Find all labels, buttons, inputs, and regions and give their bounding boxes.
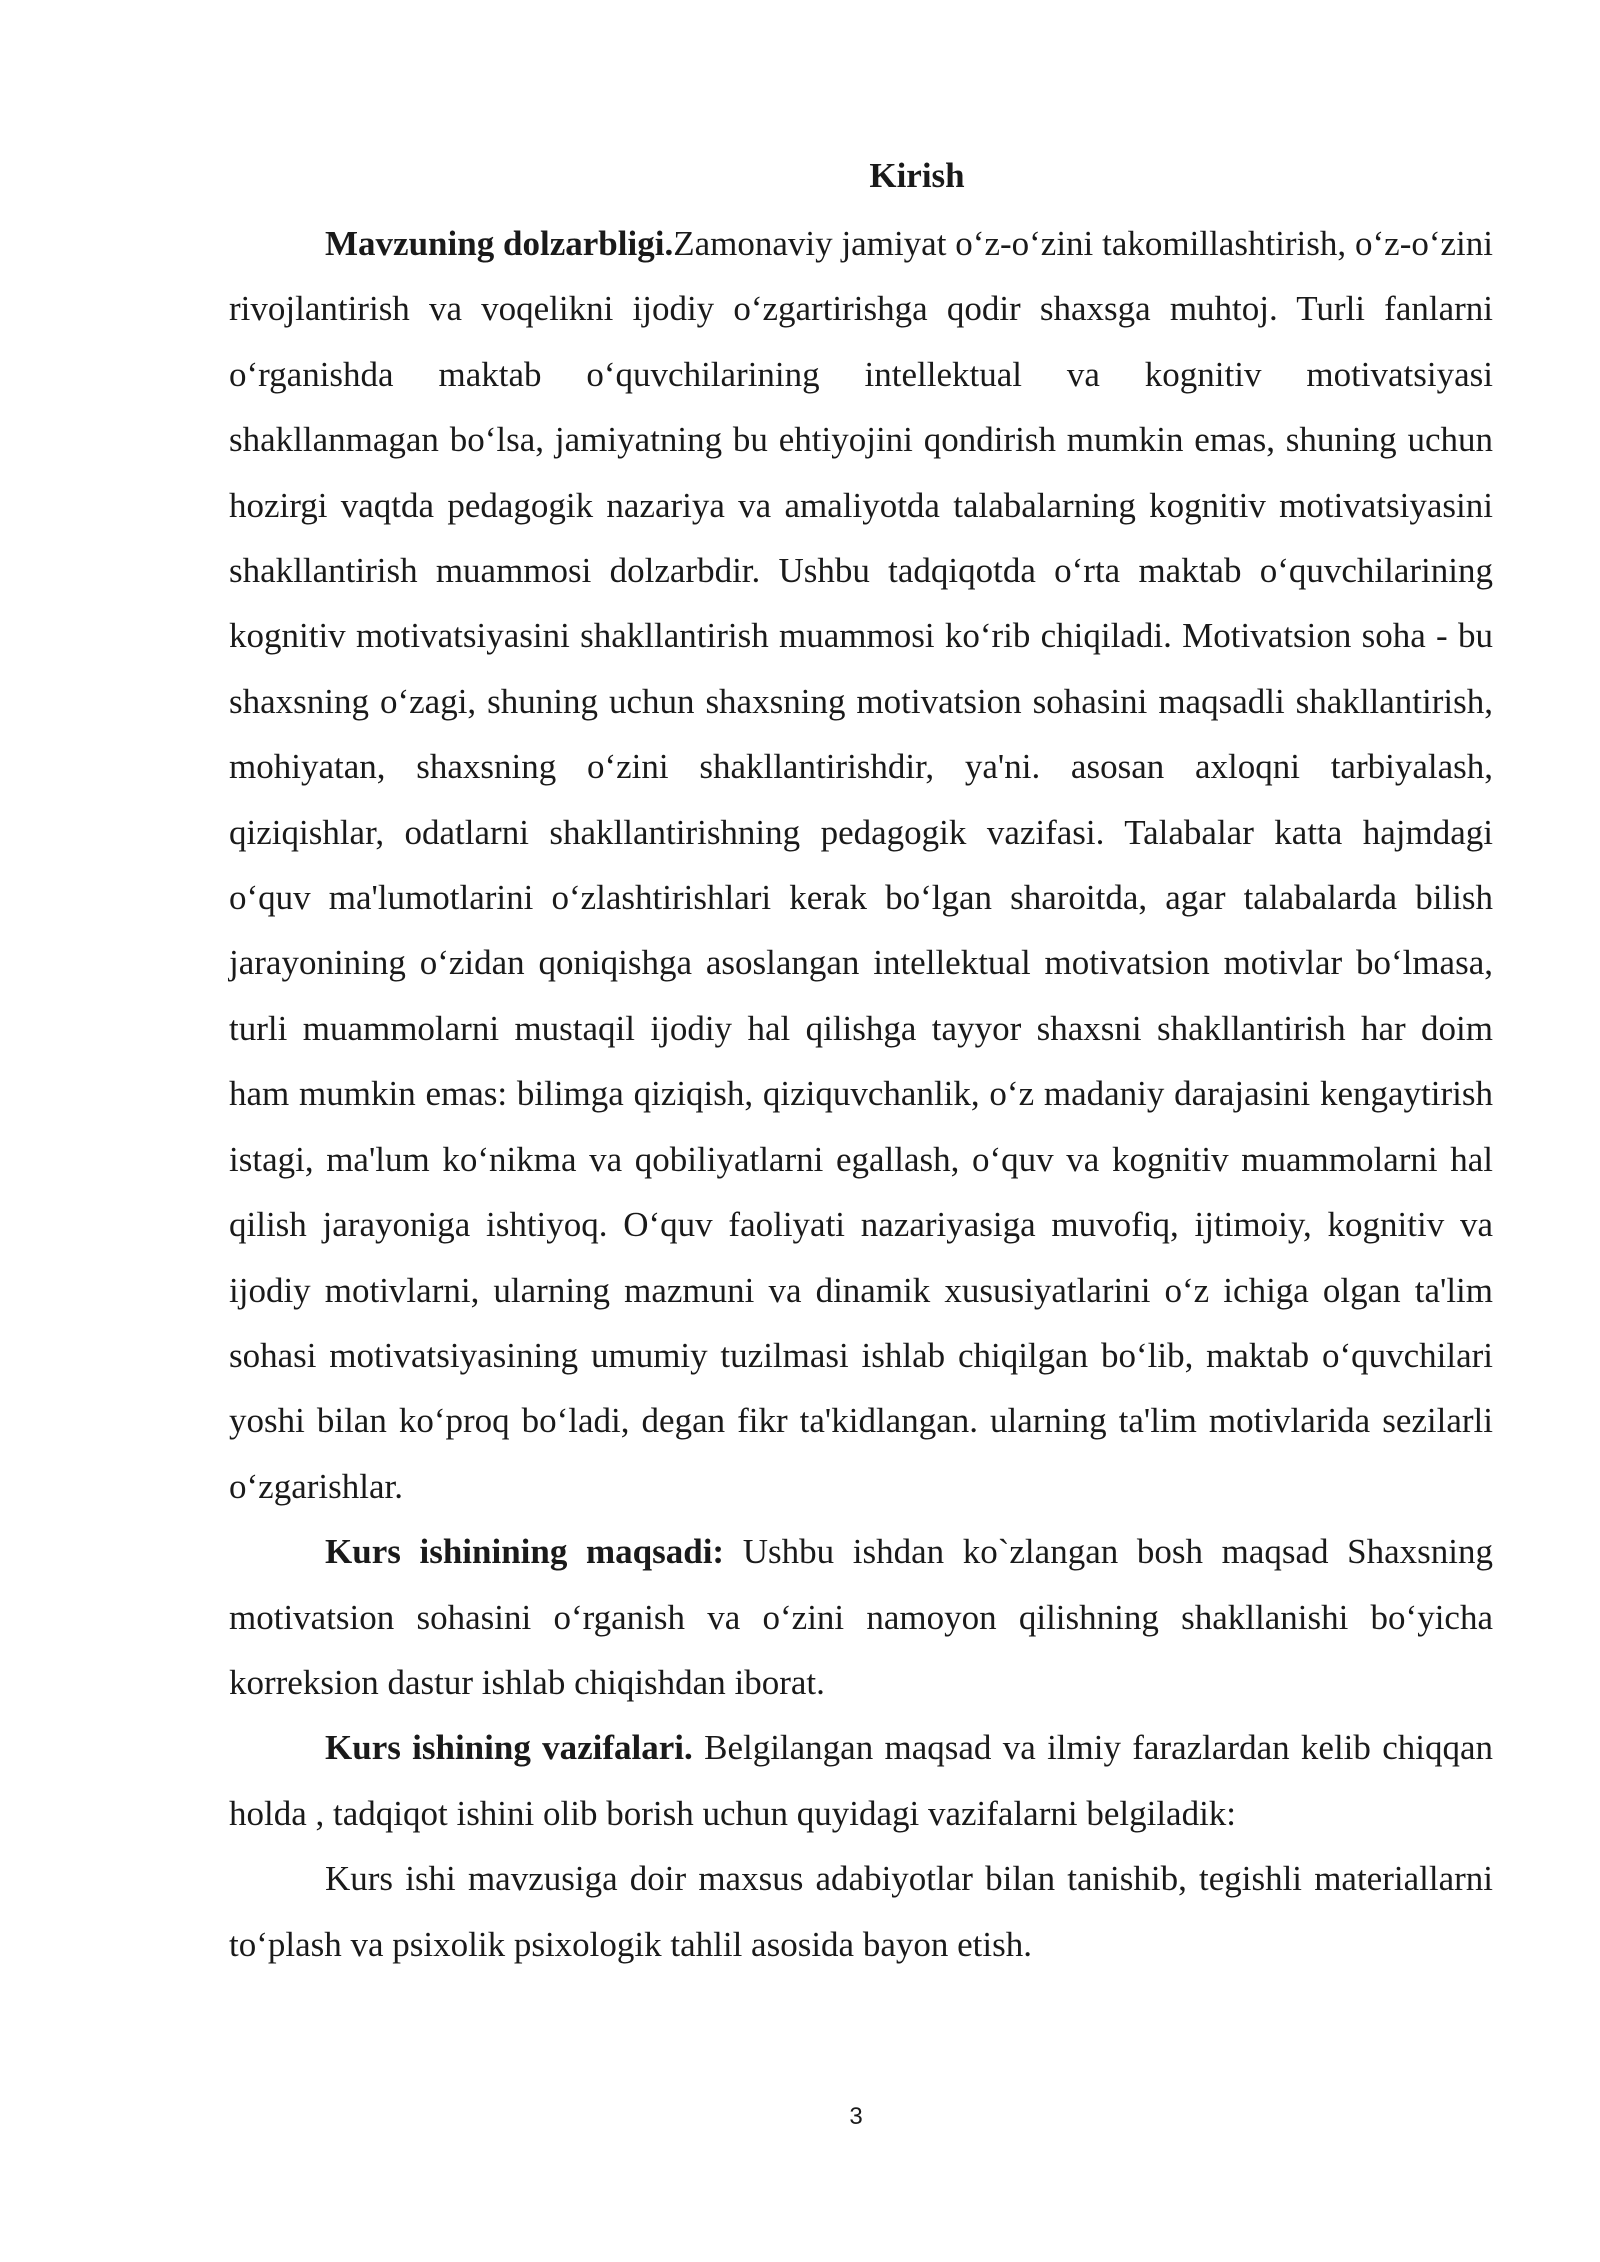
paragraph-heading-relevance: Mavzuning dolzarbligi.: [325, 224, 674, 263]
paragraph-text-relevance: Zamonaviy jamiyat o‘z-o‘zini takomillashtirish, o‘z-o‘zini rivojlantirish va voqelikni ijodiy o‘zgartirishga qodir shaxsga muhtoj. Turli fanlarni o‘rganishda maktab o‘quvchilarining intellektual va kognitiv motivatsiyasi shakllanmagan bo‘lsa, jamiyatning bu ehtiyojini qondirish mumkin emas, shuning uchun hozirgi vaqtda pedagogik nazariya va amaliyotda talabalarning kognitiv motivatsiyasini shakllantirish muammosi dolzarbdir. Ushbu tadqiqotda o‘rta maktab o‘quvchilarining kognitiv motivatsiyasini shakllantirish muammosi ko‘rib chiqiladi. Motivatsion soha - bu shaxsning o‘zagi, shuning uchun shaxsning motivatsion sohasini maqsadli shakllantirish, mohiyatan, shaxsning o‘zini shakllantirishdir, ya'ni. asosan axloqni tarbiyalash, qiziqishlar, odatlarni shakllantirishning pedagogik vazifasi. Talabalar katta hajmdagi o‘quv ma'lumotlarini o‘zlashtirishlari kerak bo‘lgan sharoitda, agar talabalarda bilish jarayonining o‘zidan qoniqishga asoslangan intellektual motivatsion motivlar bo‘lmasa, turli muammolarni mustaqil ijodiy hal qilishga tayyor shaxsni shakllantirish har doim ham mumkin emas: bilimga qiziqish, qiziquvchanlik, o‘z madaniy darajasini kengaytirish istagi, ma'lum ko‘nikma va qobiliyatlarni egallash, o‘quv va kognitiv muammolarni hal qilish jarayoniga ishtiyoq. O‘quv faoliyati nazariyasiga muvofiq, ijtimoiy, kognitiv va ijodiy motivlarni, ularning mazmuni va dinamik xususiyatlarini o‘z ichiga olgan ta'lim sohasi motivatsiyasining umumiy tuzilmasi ishlab chiqilgan bo‘lib, maktab o‘quvchilari yoshi bilan ko‘proq bo‘ladi, degan fikr ta'kidlangan. ularning ta'lim motivlarida sezilarli o‘zgarishlar.: [229, 224, 1493, 1506]
paragraph-text-tasks: Belgilangan maqsad va ilmiy farazlardan kelib chiqqan holda , tadqiqot ishini olib borish uchun quyidagi vazifalarni belgiladik:: [229, 1728, 1494, 1833]
paragraph-relevance: [229, 211, 1493, 1519]
paragraph-text-task-item: Kurs ishi mavzusiga doir maxsus adabiyotlar bilan tanishib, tegishli materiallarni to‘plash va psixolik psixologik tahlil asosida bayon etish.: [229, 1859, 1493, 1964]
paragraph-goal: [229, 1519, 1493, 1715]
paragraph-task-item: [229, 1846, 1493, 1977]
paragraph-tasks: [229, 1715, 1493, 1846]
section-title: Kirish: [869, 156, 965, 195]
paragraph-heading-goal: Kurs ishinining maqsadi:: [325, 1532, 743, 1572]
paragraph-text-goal: Ushbu ishdan ko`zlangan bosh maqsad Shaxsning motivatsion sohasini o‘rganish va o‘zini namoyon qilishning shakllanishi bo‘yicha korreksion dastur ishlab chiqishdan iborat.: [229, 1532, 1493, 1702]
page-content: [229, 150, 1493, 1977]
paragraph-heading-tasks: Kurs ishining vazifalari.: [325, 1728, 705, 1768]
page-number: 3: [849, 2103, 863, 2130]
